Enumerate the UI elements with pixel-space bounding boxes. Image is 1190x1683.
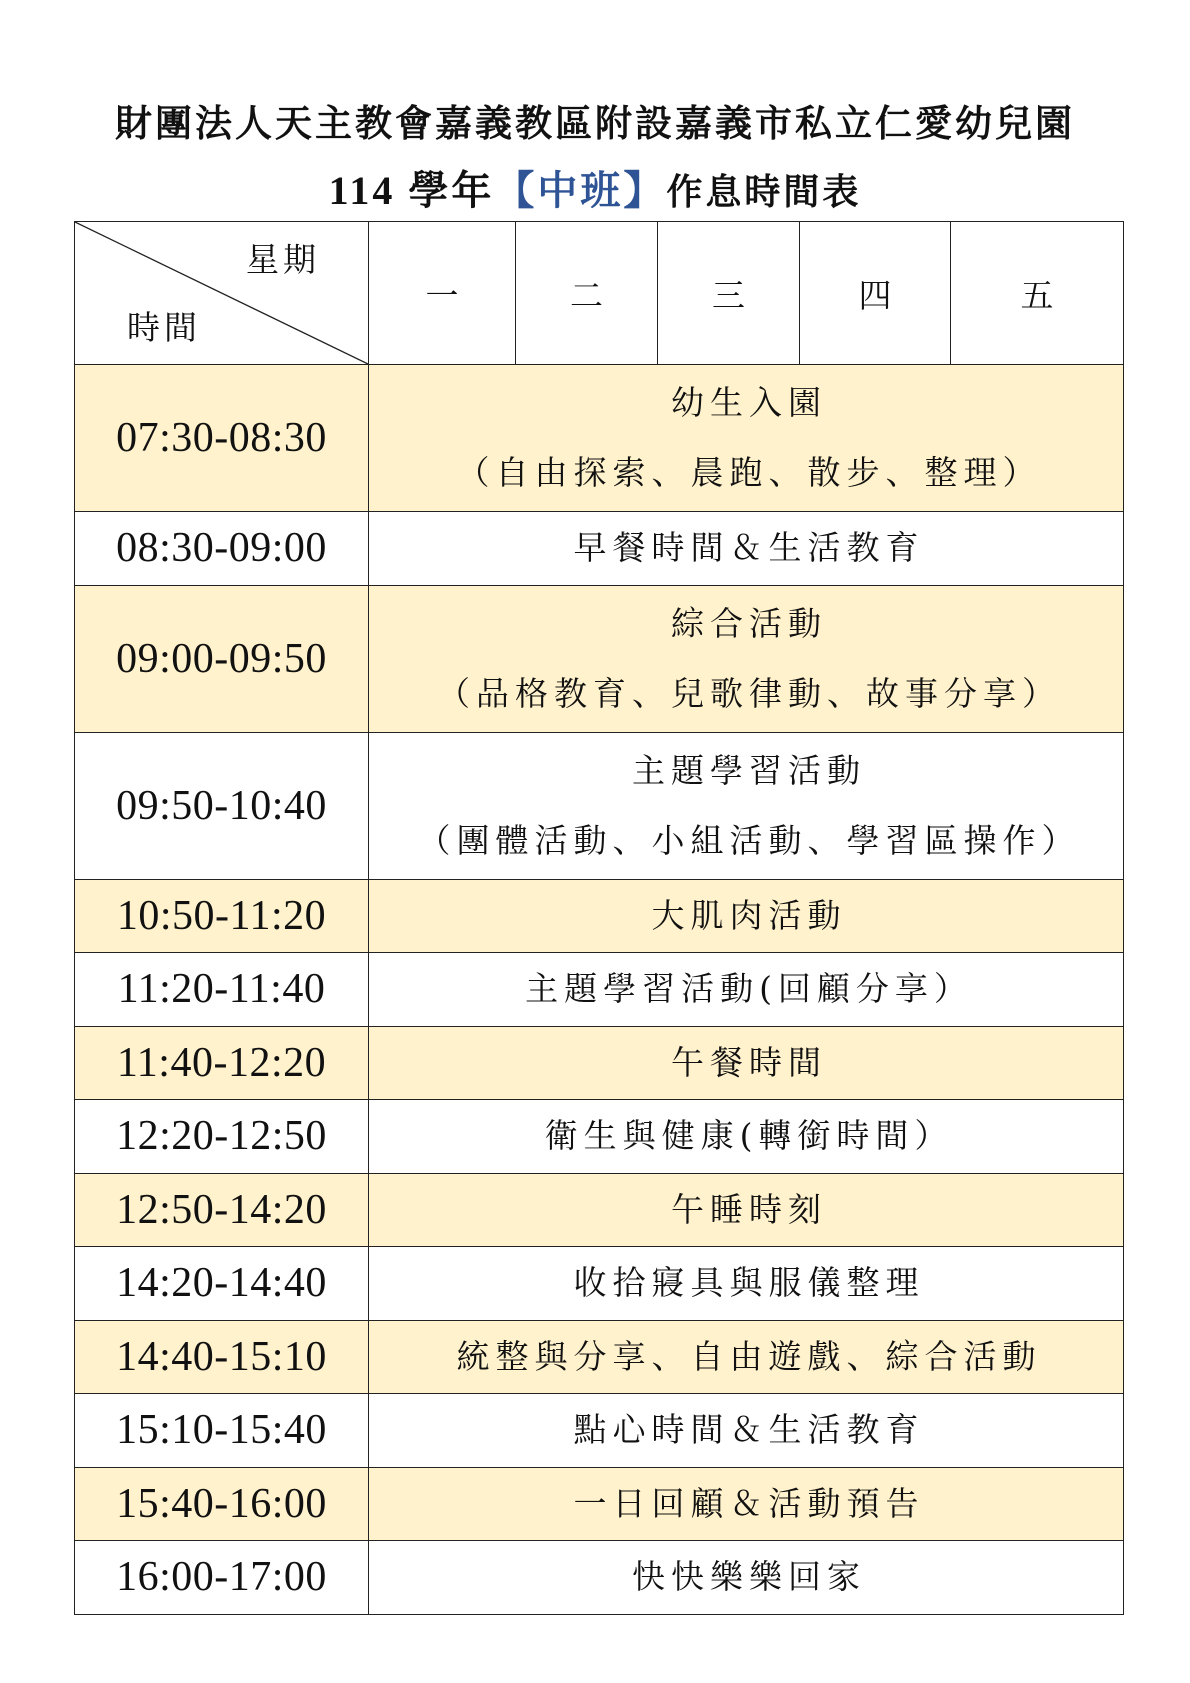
schedule-row — [75, 732, 1124, 879]
schedule-row — [75, 1320, 1124, 1394]
activity-cell — [369, 879, 1124, 953]
activity-title: 早餐時間＆生活教育 — [573, 528, 925, 568]
school-year: 114 學年 — [328, 168, 495, 213]
schedule-heading: 作息時間表 — [666, 171, 862, 213]
activity-cell — [369, 585, 1124, 732]
activity-cell — [369, 732, 1124, 879]
time-slot: 09:00-09:50 — [75, 585, 369, 732]
day-header-tue: 二 — [516, 222, 658, 365]
schedule-row — [75, 585, 1124, 732]
time-slot: 11:40-12:20 — [75, 1026, 369, 1100]
weekday-header-label: 星期 — [246, 240, 320, 279]
time-slot: 14:20-14:40 — [75, 1247, 369, 1321]
day-header-fri: 五 — [951, 222, 1124, 365]
time-slot: 12:50-14:20 — [75, 1173, 369, 1247]
activity-cell — [369, 1541, 1124, 1615]
time-slot: 15:40-16:00 — [75, 1467, 369, 1541]
schedule-row — [75, 1541, 1124, 1615]
header-row — [75, 222, 1124, 365]
time-slot: 12:20-12:50 — [75, 1100, 369, 1174]
activity-cell — [369, 512, 1124, 586]
schedule-row — [75, 953, 1124, 1027]
activity-cell — [369, 1247, 1124, 1321]
schedule-row — [75, 1026, 1124, 1100]
time-slot: 15:10-15:40 — [75, 1394, 369, 1468]
activity-detail: （自由探索、晨跑、散步、整理） — [456, 453, 1042, 492]
schedule-table — [74, 221, 1124, 1615]
activity-cell — [369, 1394, 1124, 1468]
activity-title: 午睡時刻 — [671, 1189, 827, 1229]
activity-title: 主題學習活動(回顧分享） — [525, 969, 973, 1009]
activity-cell — [369, 1320, 1124, 1394]
schedule-row — [75, 1247, 1124, 1321]
time-slot: 14:40-15:10 — [75, 1320, 369, 1394]
schedule-row — [75, 512, 1124, 586]
activity-title: 點心時間＆生活教育 — [573, 1410, 925, 1450]
activity-title: 衛生與健康(轉銜時間） — [544, 1116, 954, 1156]
schedule-row — [75, 1173, 1124, 1247]
activity-title: 綜合活動 — [671, 603, 827, 643]
activity-title: 快快樂樂回家 — [632, 1557, 866, 1597]
activity-title: 統整與分享、自由遊戲、綜合活動 — [456, 1336, 1042, 1376]
activity-title: 一日回顧＆活動預告 — [573, 1483, 925, 1523]
activity-cell — [369, 1173, 1124, 1247]
day-header-mon: 一 — [369, 222, 516, 365]
activity-title: 幼生入園 — [671, 383, 827, 422]
activity-title: 大肌肉活動 — [651, 895, 847, 935]
schedule-row — [75, 1394, 1124, 1468]
day-header-thu: 四 — [800, 222, 951, 365]
activity-cell — [369, 365, 1124, 512]
time-slot: 09:50-10:40 — [75, 732, 369, 879]
time-slot: 07:30-08:30 — [75, 365, 369, 512]
schedule-row — [75, 365, 1124, 512]
activity-cell — [369, 1100, 1124, 1174]
activity-title: 主題學習活動 — [632, 750, 866, 790]
schedule-row — [75, 1467, 1124, 1541]
activity-detail: （品格教育、兒歌律動、故事分享） — [437, 673, 1061, 713]
activity-cell — [369, 953, 1124, 1027]
activity-cell — [369, 1467, 1124, 1541]
time-slot: 10:50-11:20 — [75, 879, 369, 953]
activity-title: 午餐時間 — [671, 1042, 827, 1082]
activity-title: 收拾寢具與服儀整理 — [573, 1263, 925, 1303]
time-header-label: 時間 — [127, 308, 201, 347]
class-name: 【中班】 — [494, 167, 667, 214]
time-slot: 16:00-17:00 — [75, 1541, 369, 1615]
schedule-row — [75, 1100, 1124, 1174]
activity-detail: （團體活動、小組活動、學習區操作） — [417, 820, 1081, 860]
schedule-row — [75, 879, 1124, 953]
time-slot: 11:20-11:40 — [75, 953, 369, 1027]
activity-cell — [369, 1026, 1124, 1100]
time-slot: 08:30-09:00 — [75, 512, 369, 586]
corner-header-cell — [75, 222, 369, 365]
school-name-title: 財團法人天主教會嘉義教區附設嘉義市私立仁愛幼兒園 — [115, 101, 1075, 145]
schedule-title — [0, 166, 1190, 217]
day-header-wed: 三 — [658, 222, 800, 365]
